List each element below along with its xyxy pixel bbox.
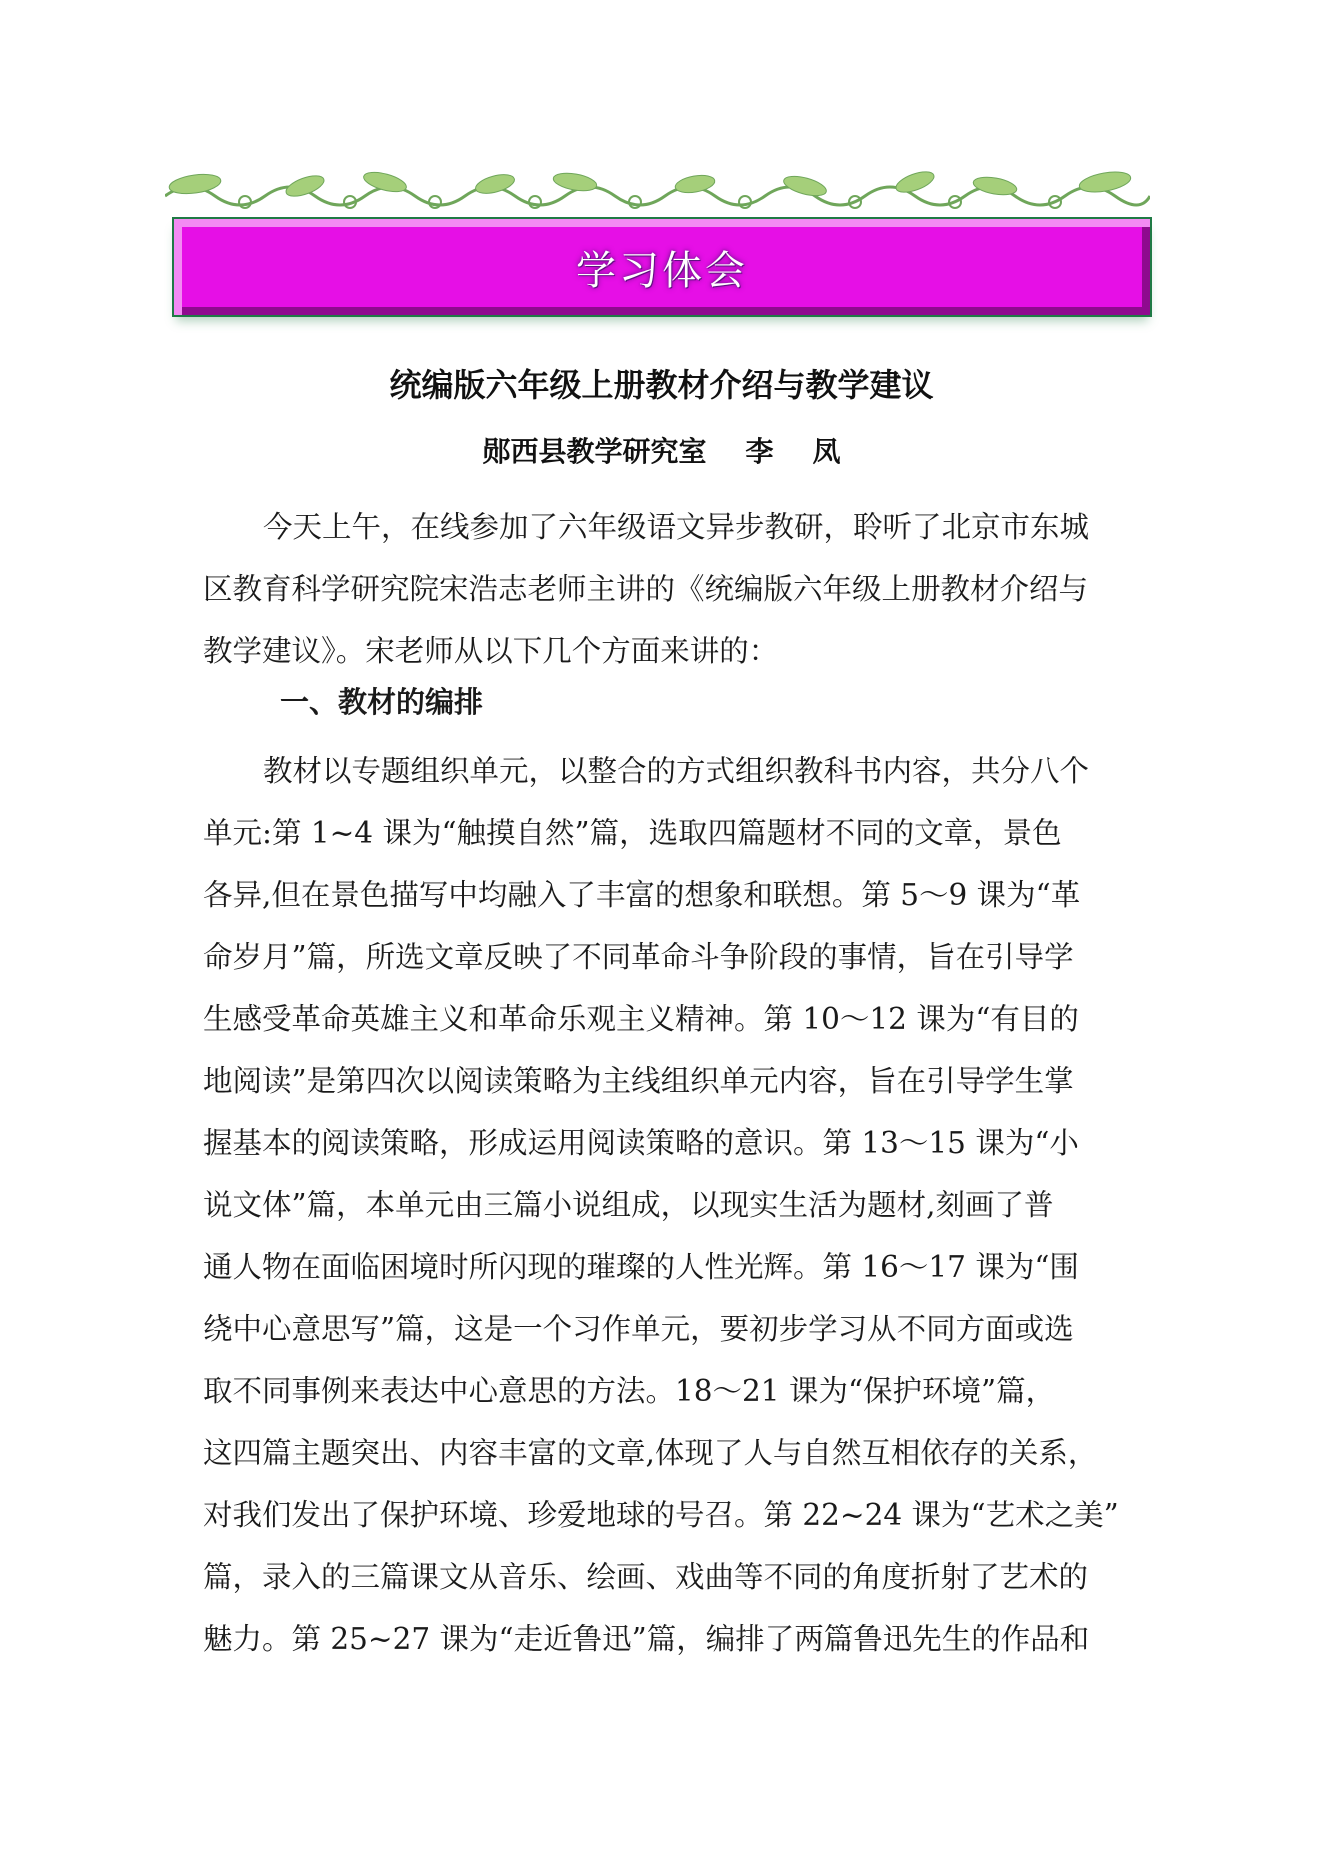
article-title: 统编版六年级上册教材介绍与教学建议 — [389, 366, 934, 404]
text-line: 生感受革命英雄主义和革命乐观主义精神。第 10～12 课为“有目的 — [203, 1002, 1079, 1036]
section-paragraph — [203, 740, 1133, 1670]
text-line: 篇，录入的三篇课文从音乐、绘画、戏曲等不同的角度折射了艺术的 — [203, 1560, 1089, 1594]
text-line: 取不同事例来表达中心意思的方法。18～21 课为“保护环境”篇， — [203, 1374, 1056, 1408]
text-line: 命岁月”篇，所选文章反映了不同革命斗争阶段的事情，旨在引导学 — [203, 940, 1074, 974]
banner-title: 学习体会 — [576, 247, 748, 294]
text-line: 地阅读”是第四次以阅读策略为主线组织单元内容，旨在引导学生掌 — [203, 1064, 1074, 1098]
text-line: 教材以专题组织单元，以整合的方式组织教科书内容，共分八个 — [263, 754, 1090, 788]
section-heading: 一、教材的编排 — [280, 685, 484, 719]
text-line: 这四篇主题突出、内容丰富的文章,体现了人与自然互相依存的关系， — [203, 1436, 1098, 1470]
text-line: 今天上午，在线参加了六年级语文异步教研，聆听了北京市东城 — [263, 510, 1090, 544]
text-line: 教学建议》。宋老师从以下几个方面来讲的： — [203, 634, 779, 668]
text-line: 握基本的阅读策略，形成运用阅读策略的意识。第 13～15 课为“小 — [203, 1126, 1079, 1160]
text-line: 魅力。第 25~27 课为“走近鲁迅”篇，编排了两篇鲁迅先生的作品和 — [203, 1622, 1090, 1656]
section-banner — [172, 217, 1152, 317]
intro-paragraph — [203, 496, 1133, 682]
text-line: 各异,但在景色描写中均融入了丰富的想象和联想。第 5～9 课为“革 — [203, 878, 1081, 912]
text-line: 单元:第 1~4 课为“触摸自然”篇，选取四篇题材不同的文章，景色 — [203, 816, 1062, 850]
text-line: 对我们发出了保护环境、珍爱地球的号召。第 22~24 课为“艺术之美” — [203, 1498, 1119, 1532]
vine-border-ornament — [165, 168, 1150, 214]
text-line: 说文体”篇，本单元由三篇小说组成，以现实生活为题材,刻画了普 — [203, 1188, 1054, 1222]
text-line: 通人物在面临困境时所闪现的璀璨的人性光辉。第 16～17 课为“围 — [203, 1250, 1079, 1284]
article-author: 郧西县教学研究室 李 凤 — [482, 435, 841, 468]
text-line: 绕中心意思写”篇，这是一个习作单元，要初步学习从不同方面或选 — [203, 1312, 1074, 1346]
text-line: 区教育科学研究院宋浩志老师主讲的《统编版六年级上册教材介绍与 — [203, 572, 1089, 606]
